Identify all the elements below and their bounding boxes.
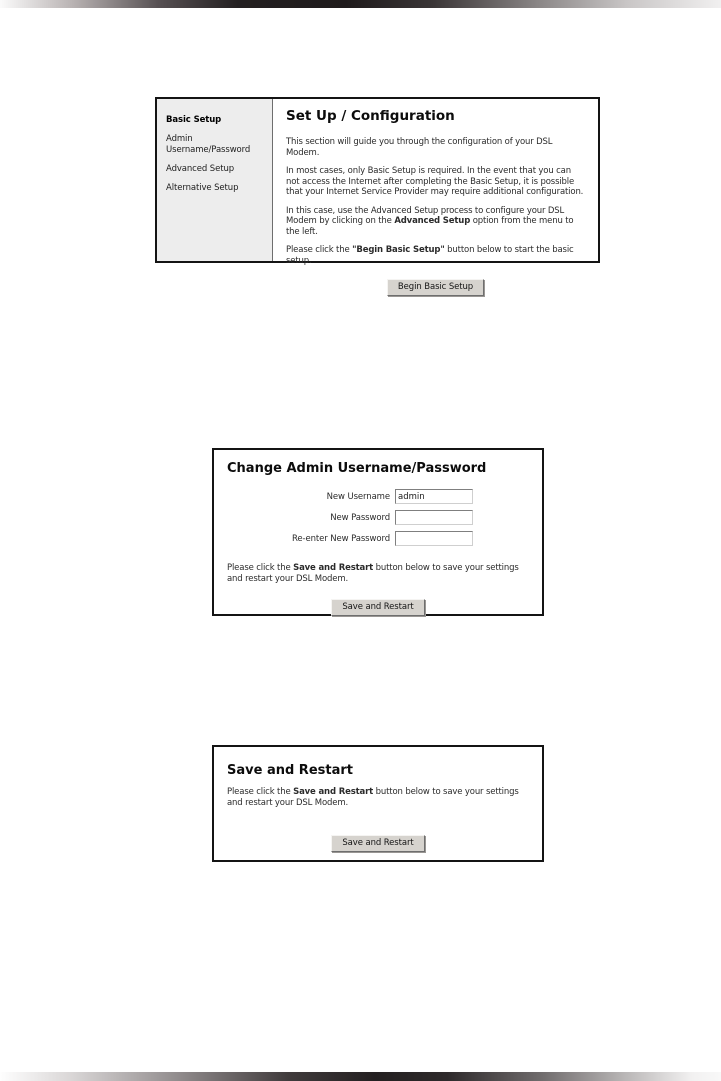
setup-button-row [286, 274, 585, 296]
password-panel-note: Please click the Save and Restart button below to save your settings and restart your DSL Modem. [227, 563, 519, 584]
save-restart-panel [212, 745, 544, 862]
begin-basic-setup-button[interactable]: Begin Basic Setup [387, 279, 484, 296]
scan-edge-bottom [0, 1072, 721, 1081]
setup-paragraph-4: Please click the "Begin Basic Setup" button below to start the basic setup. [286, 245, 574, 266]
scan-edge-top [0, 0, 721, 8]
setup-sidebar [157, 99, 273, 261]
password-panel-title: Change Admin Username/Password [227, 461, 487, 476]
new-username-input[interactable] [395, 489, 473, 504]
sidebar-item-basic-setup[interactable]: Basic Setup [166, 115, 222, 125]
restart-button-row [227, 830, 529, 852]
change-admin-password-panel [212, 448, 544, 616]
restart-panel-title: Save and Restart [227, 763, 353, 778]
setup-paragraph-1: This section will guide you through the configuration of your DSL Modem. [286, 137, 553, 158]
setup-paragraph-3: In this case, use the Advanced Setup process to configure your DSL Modem by clicking on the Advanced Setup option from the menu to the left. [286, 205, 574, 237]
password-form [227, 489, 529, 546]
password-button-row [227, 594, 529, 616]
restart-panel-note: Please click the Save and Restart button below to save your settings and restart your DSL Modem. [227, 787, 519, 808]
form-row-reenter-password [227, 531, 529, 546]
setup-content [273, 99, 598, 292]
setup-title: Set Up / Configuration [286, 108, 455, 124]
form-row-new-username [227, 489, 529, 504]
reenter-password-input[interactable] [395, 531, 473, 546]
new-username-label: New Username [326, 491, 390, 502]
reenter-password-label: Re-enter New Password [291, 533, 390, 544]
sidebar-item-advanced-setup[interactable]: Advanced Setup [166, 164, 235, 174]
setup-configuration-panel [155, 97, 600, 292]
save-and-restart-button[interactable]: Save and Restart [331, 599, 424, 616]
save-and-restart-button[interactable]: Save and Restart [331, 835, 424, 852]
sidebar-item-admin-username-password[interactable]: Admin Username/Password [166, 134, 251, 155]
form-row-new-password [227, 510, 529, 525]
setup-paragraph-2: In most cases, only Basic Setup is required. In the event that you can not access the Internet after completing the Basic Setup, it is possible that your Internet Service Provider may require additional configuration. [286, 166, 584, 197]
sidebar-item-alternative-setup[interactable]: Alternative Setup [166, 183, 239, 193]
new-password-input[interactable] [395, 510, 473, 525]
new-password-label: New Password [330, 512, 390, 523]
